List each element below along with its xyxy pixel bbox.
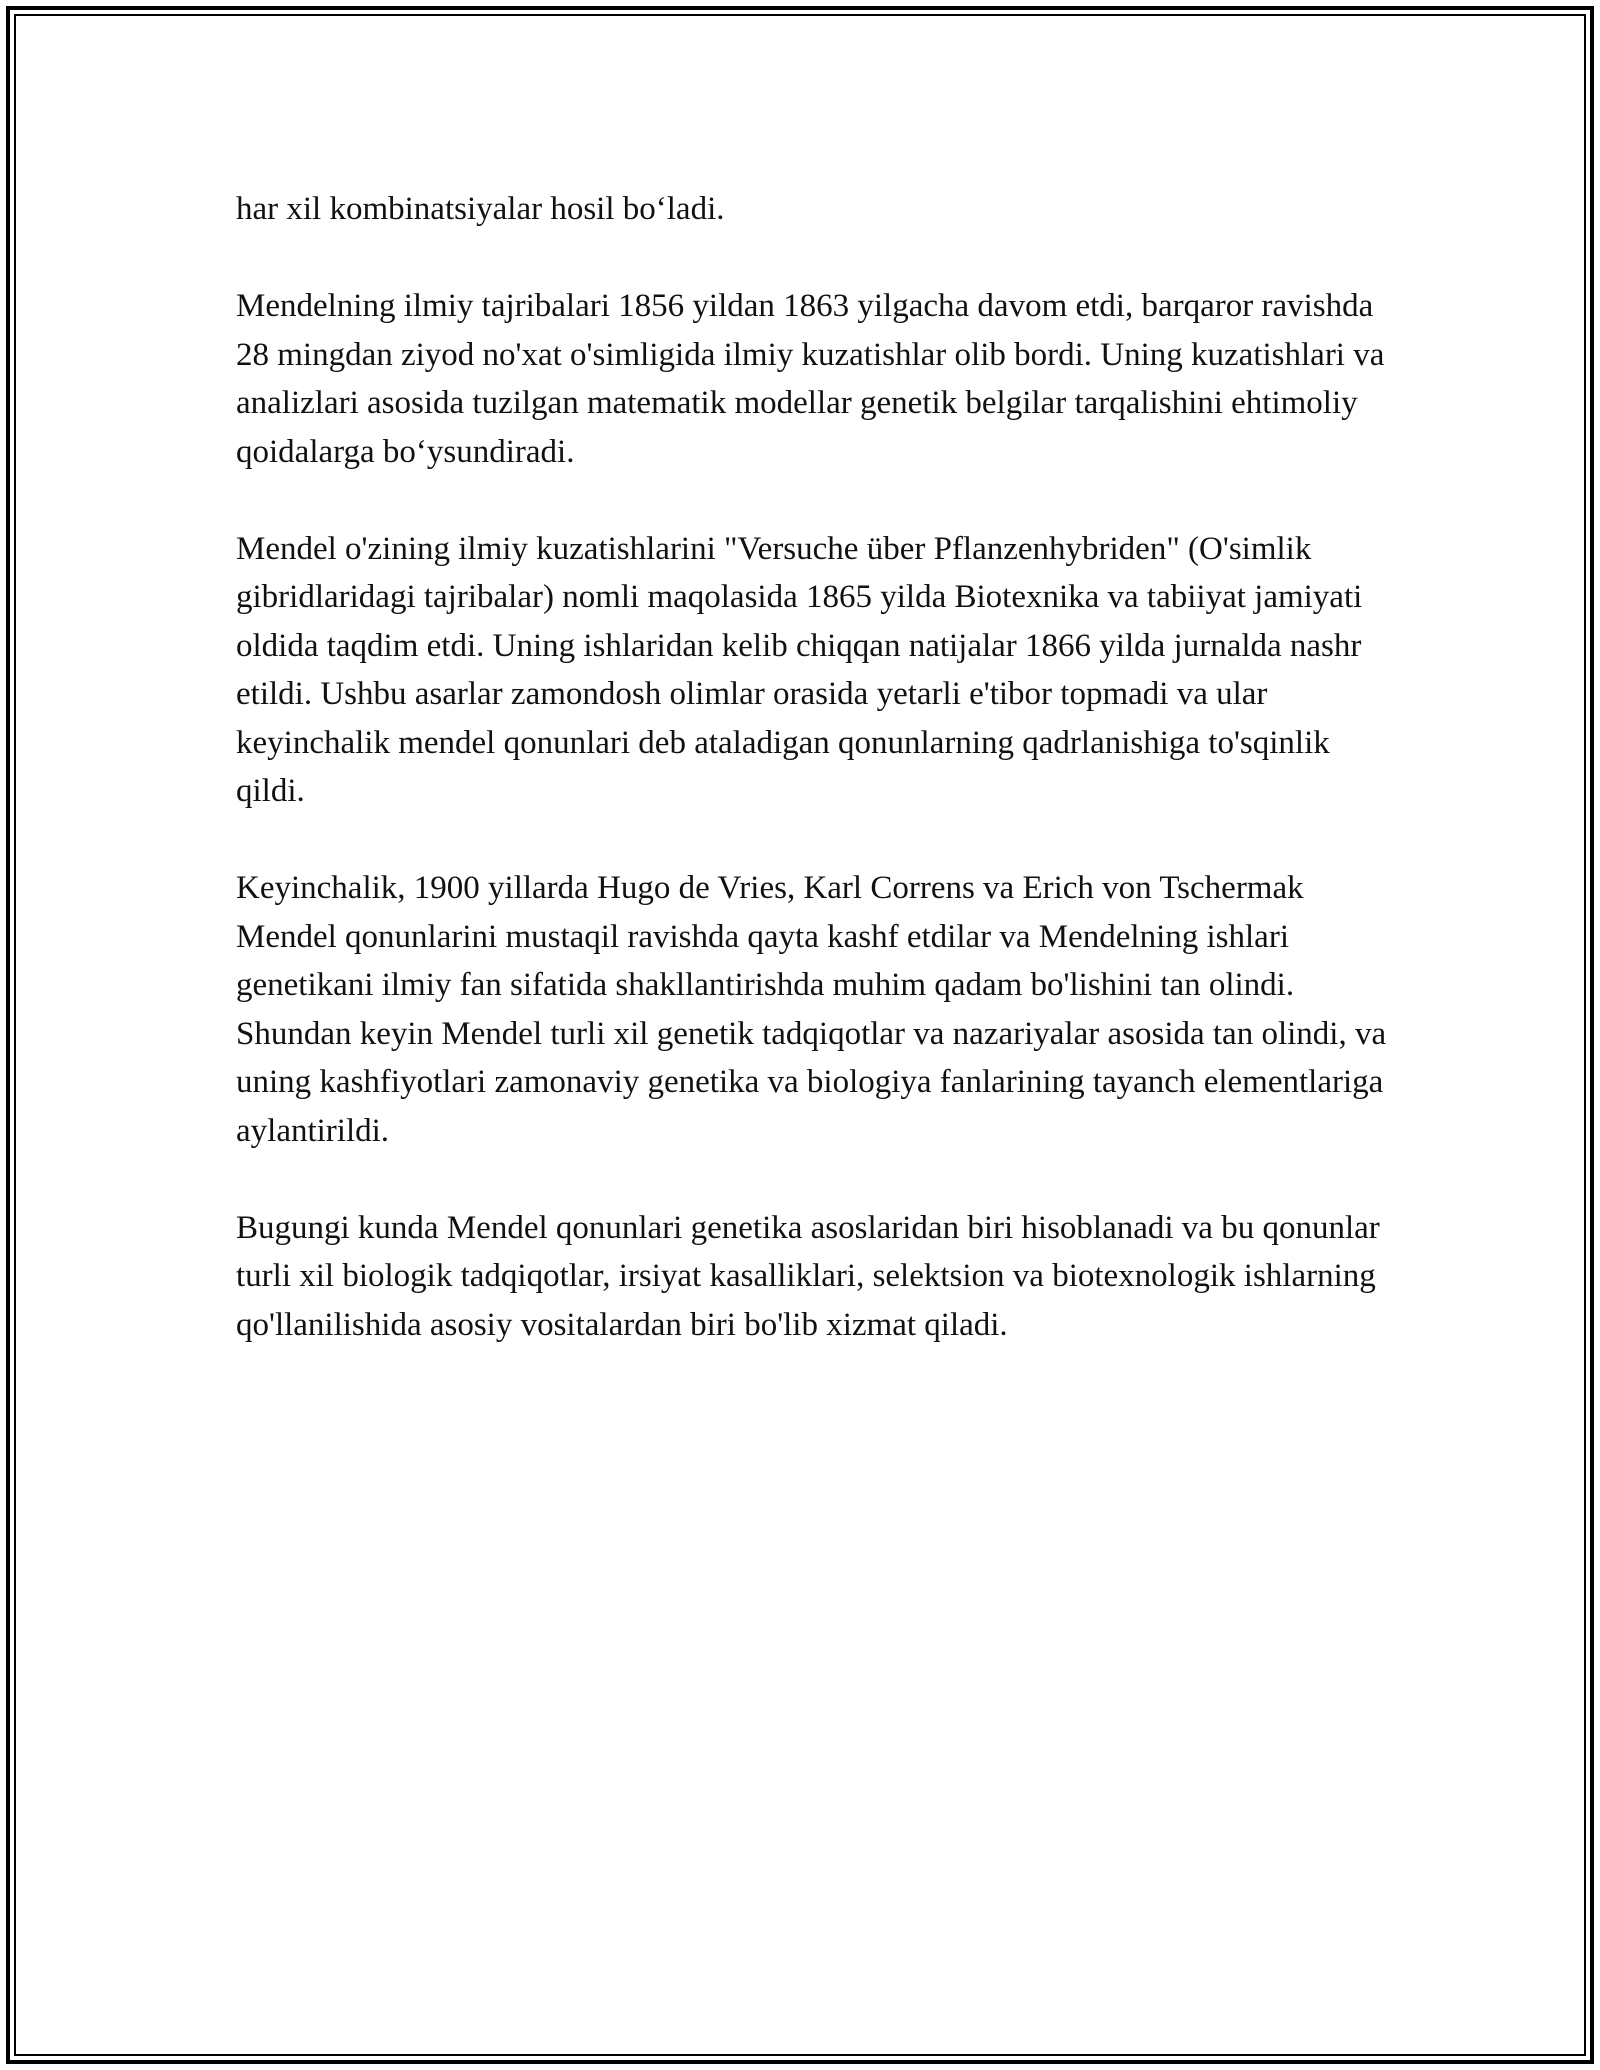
paragraph-2: Mendelning ilmiy tajribalari 1856 yildan 1863 yilgacha davom etdi, barqaror ravishda 28 mingdan ziyod no'xat o'simligida ilmiy kuzatishlar olib bordi. Uning kuzatishlari va analizlari asosida tuzilgan matematik modellar genetik belgilar tarqalishini ehtimoliy qoidalarga bo‘ysundiradi. [236, 288, 1385, 470]
document-body [236, 185, 1396, 1398]
paragraph-1: har xil kombinatsiyalar hosil bo‘ladi. [236, 191, 725, 227]
paragraph-5: Bugungi kunda Mendel qonunlari genetika asoslaridan biri hisoblanadi va bu qonunlar turli xil biologik tadqiqotlar, irsiyat kasalliklari, selektsion va biotexnologik ishlarning qo'llanilishida asosiy vositalardan biri bo'lib xizmat qiladi. [236, 1209, 1380, 1343]
paragraph-4: Keyinchalik, 1900 yillarda Hugo de Vries, Karl Correns va Erich von Tschermak Mendel qonunlarini mustaqil ravishda qayta kashf etdilar va Mendelning ishlari genetikani ilmiy fan sifatida shakllantirishda muhim qadam bo'lishini tan olindi. Shundan keyin Mendel turli xil genetik tadqiqotlar va nazariyalar asosida tan olindi, va uning kashfiyotlari zamonaviy genetika va biologiya fanlarining tayanch elementlariga aylantirildi. [236, 870, 1387, 1149]
paragraph-3: Mendel o'zining ilmiy kuzatishlarini "Versuche über Pflanzenhybriden" (O'simlik gibridlaridagi tajribalar) nomli maqolasida 1865 yilda Biotexnika va tabiiyat jamiyati oldida taqdim etdi. Uning ishlaridan kelib chiqqan natijalar 1866 yilda jurnalda nashr etildi. Ushbu asarlar zamondosh olimlar orasida yetarli e'tibor topmadi va ular keyinchalik mendel qonunlari deb ataladigan qonunlarning qadrlanishiga to'sqinlik qildi. [236, 530, 1363, 809]
